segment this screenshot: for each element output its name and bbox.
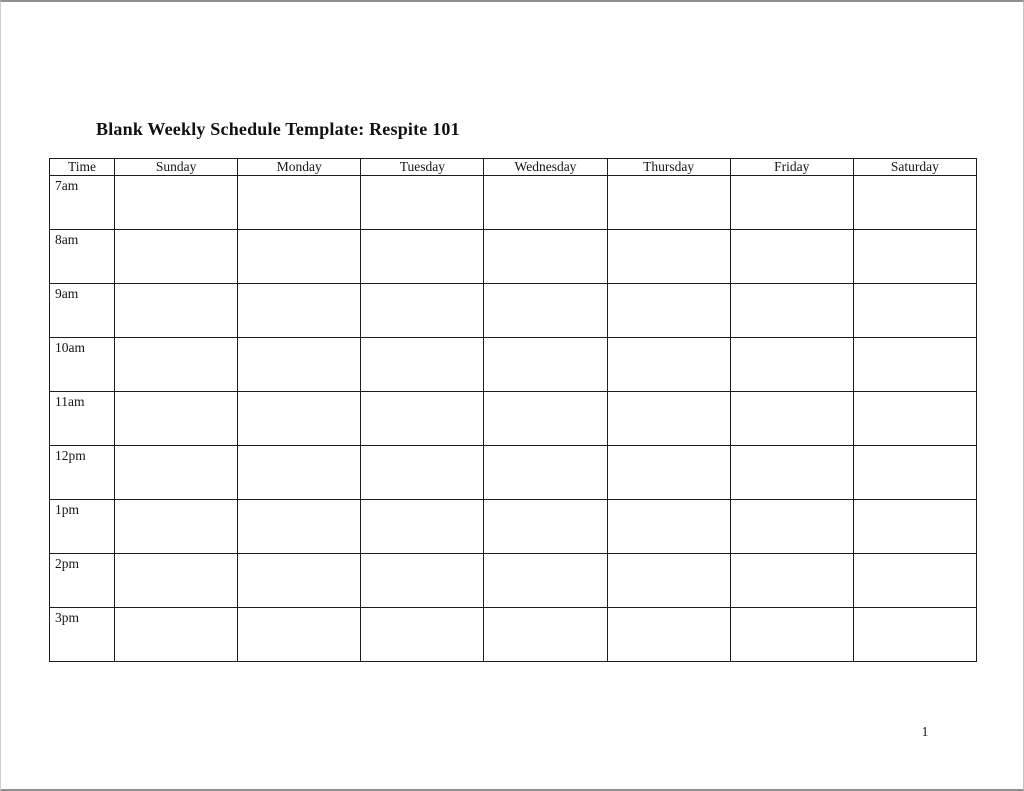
table-row xyxy=(50,392,977,446)
column-header-sunday: Sunday xyxy=(115,159,238,176)
schedule-cell xyxy=(238,500,361,554)
schedule-cell xyxy=(361,176,484,230)
schedule-cell xyxy=(115,338,238,392)
schedule-cell xyxy=(115,554,238,608)
schedule-cell xyxy=(484,284,607,338)
schedule-cell xyxy=(730,392,853,446)
schedule-cell xyxy=(238,338,361,392)
time-label: 12pm xyxy=(50,446,115,500)
schedule-cell xyxy=(361,554,484,608)
schedule-cell xyxy=(361,608,484,662)
schedule-cell xyxy=(115,500,238,554)
table-row xyxy=(50,554,977,608)
page-number: 1 xyxy=(921,724,929,739)
schedule-cell xyxy=(238,554,361,608)
schedule-cell xyxy=(115,284,238,338)
schedule-cell xyxy=(607,554,730,608)
schedule-cell xyxy=(361,338,484,392)
schedule-cell xyxy=(484,554,607,608)
schedule-cell xyxy=(115,608,238,662)
schedule-cell xyxy=(607,500,730,554)
schedule-cell xyxy=(361,284,484,338)
table-row xyxy=(50,500,977,554)
schedule-cell xyxy=(853,338,976,392)
schedule-cell xyxy=(115,392,238,446)
schedule-cell xyxy=(484,500,607,554)
table-row xyxy=(50,176,977,230)
table-row xyxy=(50,446,977,500)
schedule-cell xyxy=(853,500,976,554)
schedule-cell xyxy=(730,176,853,230)
table-header-row xyxy=(50,159,977,176)
schedule-cell xyxy=(853,284,976,338)
schedule-cell xyxy=(484,392,607,446)
schedule-cell xyxy=(730,446,853,500)
schedule-cell xyxy=(238,446,361,500)
time-label: 1pm xyxy=(50,500,115,554)
schedule-cell xyxy=(607,338,730,392)
schedule-cell xyxy=(607,446,730,500)
schedule-cell xyxy=(361,446,484,500)
schedule-cell xyxy=(361,230,484,284)
schedule-cell xyxy=(238,608,361,662)
time-label: 8am xyxy=(50,230,115,284)
schedule-cell xyxy=(115,176,238,230)
schedule-cell xyxy=(853,392,976,446)
schedule-cell xyxy=(730,608,853,662)
schedule-cell xyxy=(730,500,853,554)
column-header-saturday: Saturday xyxy=(853,159,976,176)
time-label: 10am xyxy=(50,338,115,392)
schedule-cell xyxy=(484,608,607,662)
column-header-friday: Friday xyxy=(730,159,853,176)
schedule-cell xyxy=(484,338,607,392)
schedule-cell xyxy=(115,230,238,284)
time-label: 11am xyxy=(50,392,115,446)
schedule-cell xyxy=(484,446,607,500)
schedule-cell xyxy=(361,392,484,446)
schedule-cell xyxy=(730,554,853,608)
table-row xyxy=(50,338,977,392)
schedule-cell xyxy=(238,392,361,446)
schedule-cell xyxy=(853,230,976,284)
weekly-schedule-table xyxy=(49,158,977,662)
schedule-cell xyxy=(115,446,238,500)
column-header-monday: Monday xyxy=(238,159,361,176)
schedule-cell xyxy=(730,284,853,338)
schedule-cell xyxy=(484,230,607,284)
table-row xyxy=(50,230,977,284)
schedule-cell xyxy=(238,230,361,284)
column-header-wednesday: Wednesday xyxy=(484,159,607,176)
time-label: 2pm xyxy=(50,554,115,608)
column-header-time: Time xyxy=(50,159,115,176)
time-label: 7am xyxy=(50,176,115,230)
schedule-cell xyxy=(607,284,730,338)
schedule-cell xyxy=(853,608,976,662)
schedule-cell xyxy=(238,176,361,230)
schedule-cell xyxy=(730,230,853,284)
schedule-cell xyxy=(484,176,607,230)
schedule-cell xyxy=(607,230,730,284)
schedule-cell xyxy=(607,176,730,230)
column-header-thursday: Thursday xyxy=(607,159,730,176)
table-row xyxy=(50,284,977,338)
schedule-cell xyxy=(238,284,361,338)
schedule-cell xyxy=(607,608,730,662)
schedule-cell xyxy=(730,338,853,392)
time-label: 9am xyxy=(50,284,115,338)
schedule-cell xyxy=(853,554,976,608)
schedule-cell xyxy=(361,500,484,554)
column-header-tuesday: Tuesday xyxy=(361,159,484,176)
schedule-cell xyxy=(607,392,730,446)
schedule-cell xyxy=(853,446,976,500)
schedule-cell xyxy=(853,176,976,230)
time-label: 3pm xyxy=(50,608,115,662)
table-row xyxy=(50,608,977,662)
page-title: Blank Weekly Schedule Template: Respite 101 xyxy=(96,119,460,139)
